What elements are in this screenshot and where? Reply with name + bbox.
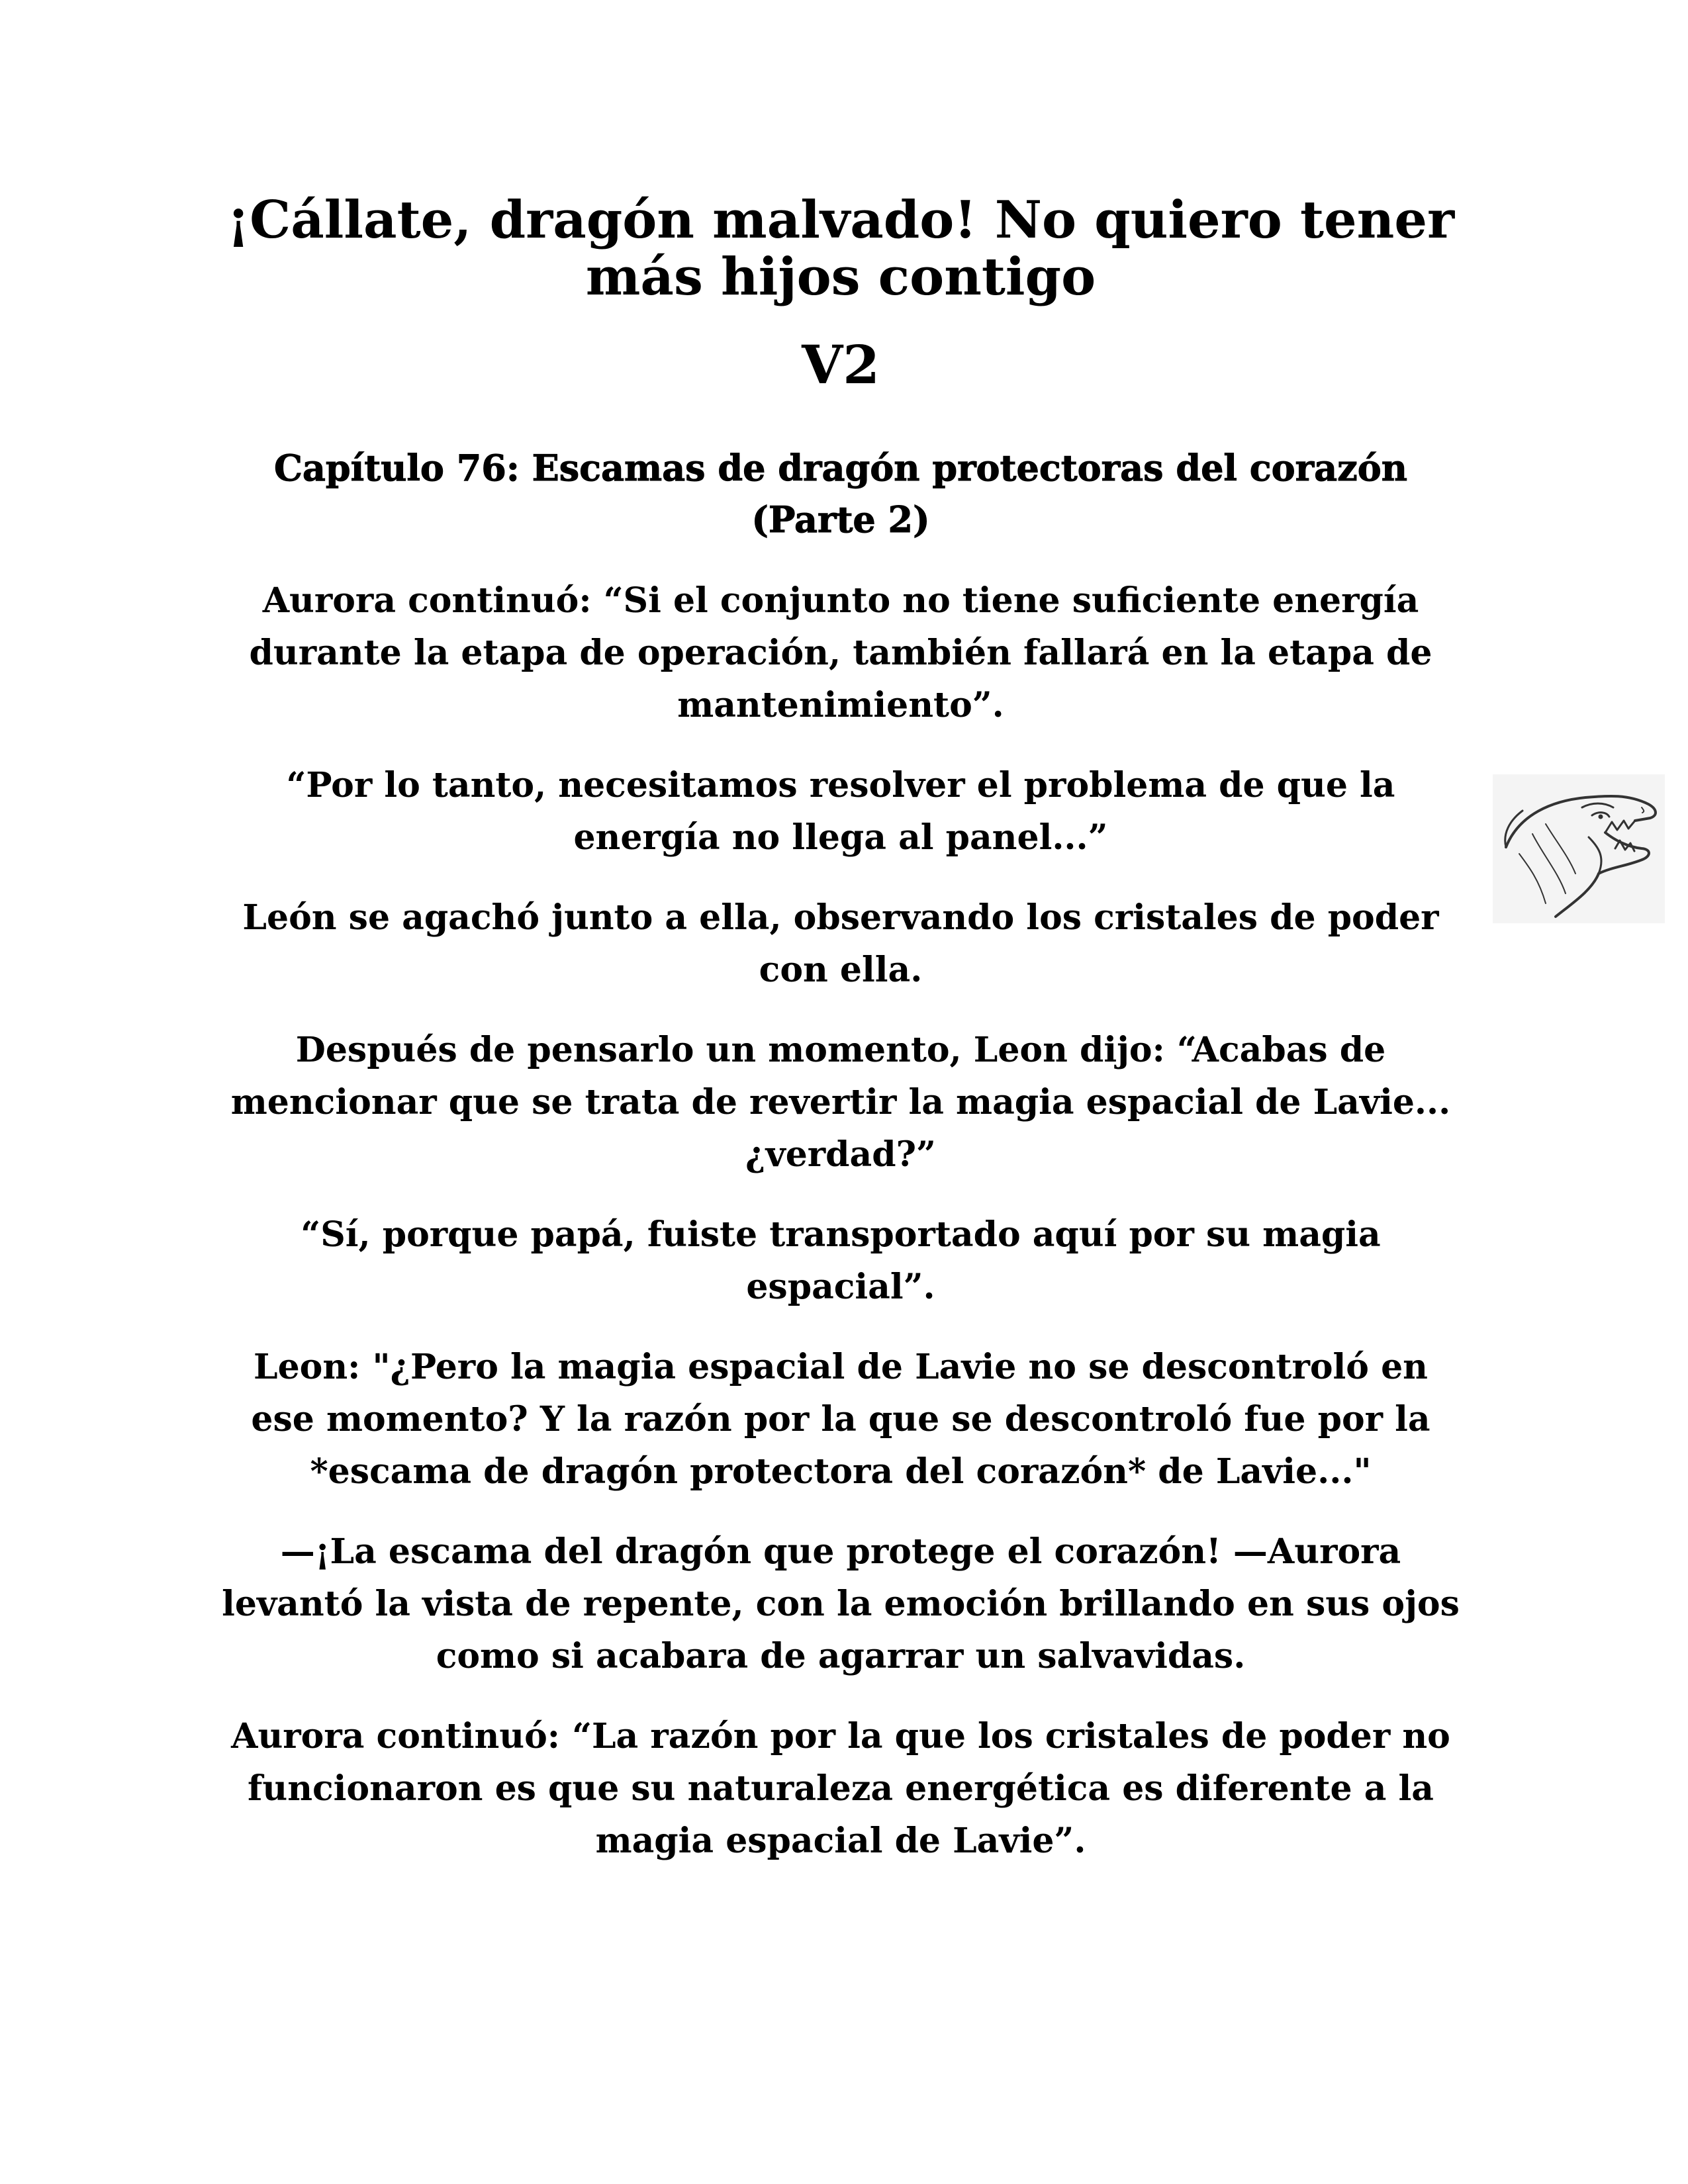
- paragraph: Leon: "¿Pero la magia espacial de Lavie no se descontroló en ese momento? Y la razón por la que se descontroló fue por la *escama de dragón protectora del corazón* de Lavie...": [251, 1347, 1430, 1492]
- volume-label: V2: [802, 334, 880, 396]
- paragraph: “Por lo tanto, necesitamos resolver el problema de que la energía no llega al panel...”: [286, 765, 1395, 858]
- paragraph: —¡La escama del dragón que protege el corazón! —Aurora levantó la vista de repente, con la emoción brillando en sus ojos como si acabara de agarrar un salvavidas.: [222, 1531, 1460, 1676]
- paragraph: Después de pensarlo un momento, Leon dijo: “Acabas de mencionar que se trata de revertir la magia espacial de Lavie... ¿verdad?”: [230, 1030, 1451, 1175]
- document-body: [218, 192, 1463, 1867]
- document-title: ¡Cállate, dragón malvado! No quiero tener más hijos contigo: [226, 190, 1455, 307]
- chapter-heading: Capítulo 76: Escamas de dragón protectoras del corazón (Parte 2): [273, 447, 1408, 541]
- dragon-head-sketch-icon: [1493, 774, 1665, 923]
- paragraph: León se agachó junto a ella, observando los cristales de poder con ella.: [242, 897, 1439, 990]
- paragraph: Aurora continuó: “Si el conjunto no tiene suficiente energía durante la etapa de operación, también fallará en la etapa de mantenimiento”.: [249, 580, 1432, 725]
- paragraph: “Sí, porque papá, fuiste transportado aquí por su magia espacial”.: [301, 1214, 1381, 1307]
- paragraph: Aurora continuó: “La razón por la que los cristales de poder no funcionaron es que su naturaleza energética es diferente a la magia espacial de Lavie”.: [231, 1716, 1450, 1861]
